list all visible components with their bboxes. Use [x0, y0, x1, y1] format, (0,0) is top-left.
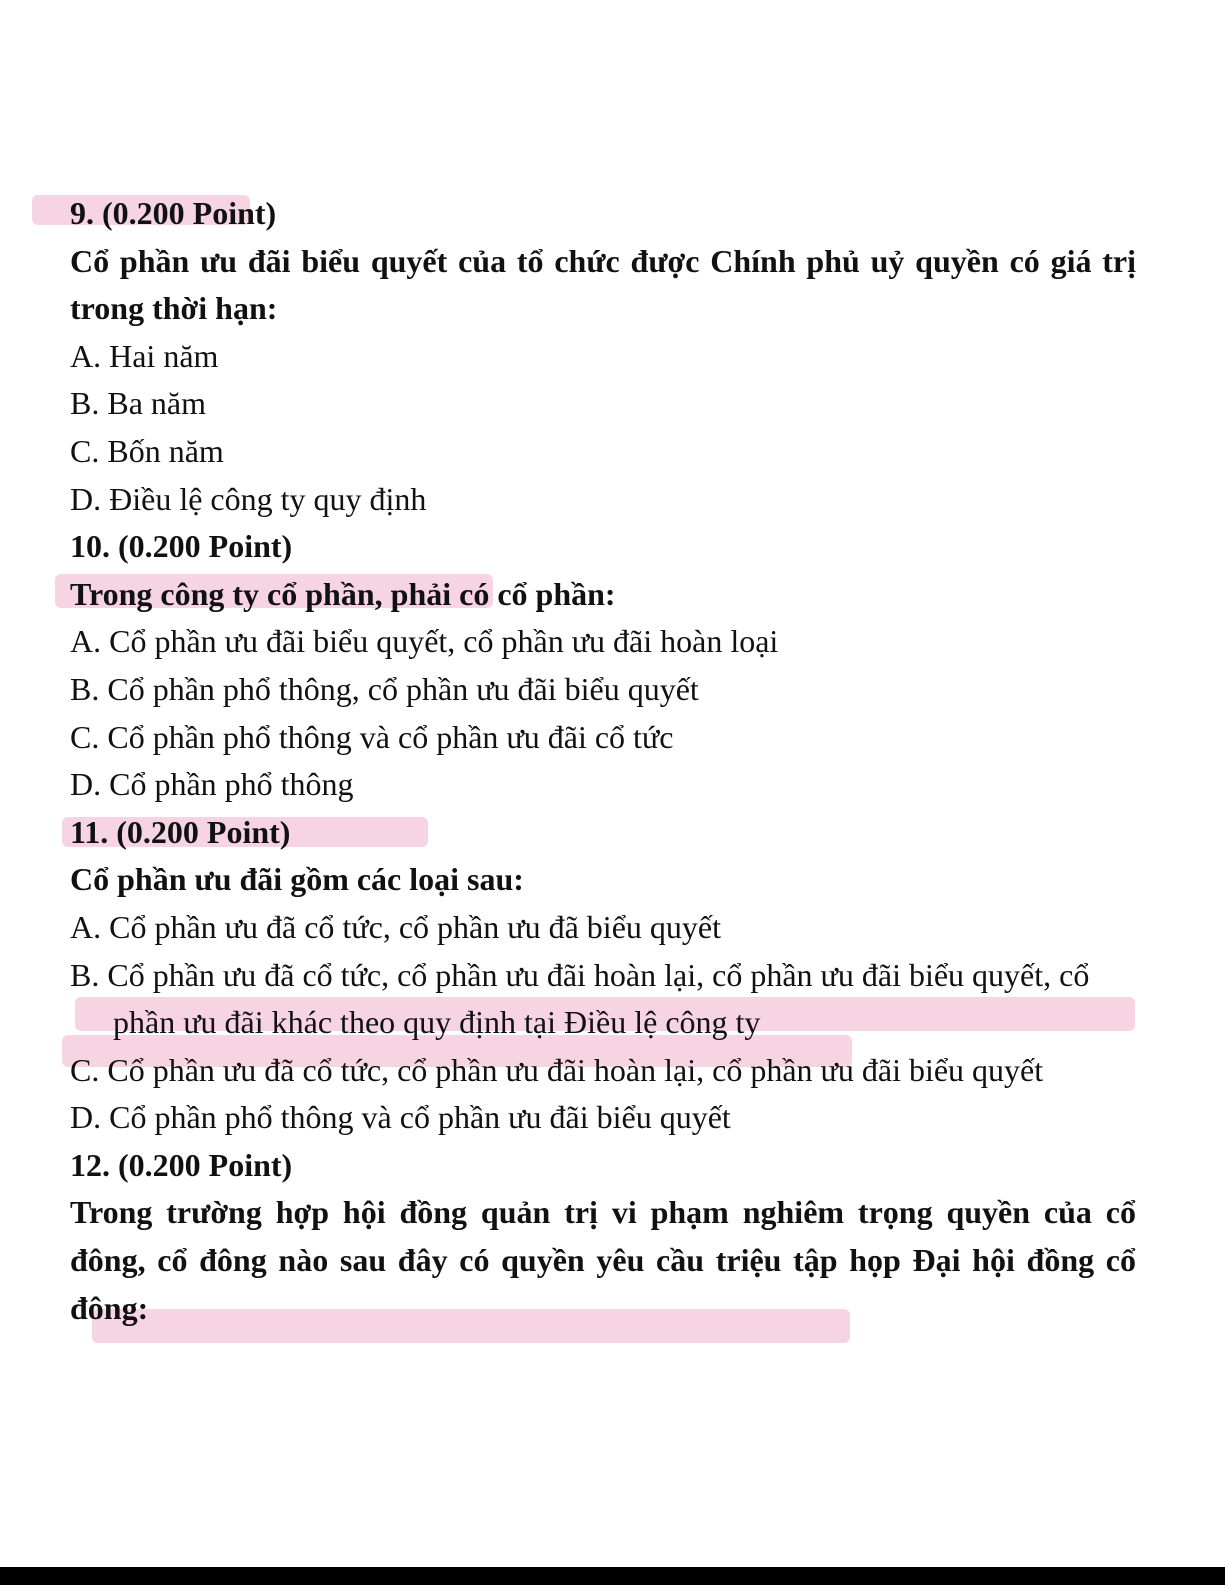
question-number: 9. (0.200 Point): [70, 195, 277, 231]
answer-option: D. Cổ phần phổ thông và cổ phần ưu đãi biểu quyết: [70, 1099, 731, 1136]
answer-option: C. Cổ phần ưu đã cổ tức, cổ phần ưu đãi hoàn lại, cổ phần ưu đãi biểu quyết: [70, 1051, 1044, 1088]
answer-option: D. Điều lệ công ty quy định: [70, 480, 427, 517]
answer-option: B. Cổ phần phổ thông, cổ phần ưu đãi biểu quyết: [70, 670, 699, 707]
answer-option: A. Hai năm: [70, 337, 219, 374]
answer-option: B. Cổ phần ưu đã cổ tức, cổ phần ưu đãi hoàn lại, cổ phần ưu đãi biểu quyết, cổ phần ưu đãi khác theo quy định tại Điều lệ công ty: [70, 956, 1090, 1041]
question-text: Trong công ty cổ phần, phải có cổ phần:: [70, 575, 616, 612]
question-number: 11. (0.200 Point): [70, 813, 291, 850]
answer-option: A. Cổ phần ưu đã cổ tức, cổ phần ưu đã biểu quyết: [70, 908, 721, 945]
question-text: Trong trường hợp hội đồng quản trị vi phạm nghiêm trọng quyền của cổ đông, cổ đông nào sau đây có quyền yêu cầu triệu tập họp Đại hội đồng cổ đông:: [70, 1194, 1136, 1326]
question-text: Cổ phần ưu đãi biểu quyết của tổ chức được Chính phủ uỷ quyền có giá trị trong thời hạn:: [70, 242, 1136, 327]
question-number: 12. (0.200 Point): [70, 1146, 293, 1183]
question-text: Cổ phần ưu đãi gồm các loại sau:: [70, 861, 524, 898]
bottom-border: [0, 1567, 1225, 1585]
answer-option: B. Ba năm: [70, 385, 206, 422]
answer-option: D. Cổ phần phổ thông: [70, 766, 354, 803]
answer-option: C. Bốn năm: [70, 432, 224, 469]
answer-option: C. Cổ phần phổ thông và cổ phần ưu đãi cổ tức: [70, 718, 674, 755]
answer-option: A. Cổ phần ưu đãi biểu quyết, cổ phần ưu đãi hoàn loại: [70, 623, 779, 660]
question-number: 10. (0.200 Point): [70, 528, 293, 565]
question-list: [70, 190, 1136, 1332]
